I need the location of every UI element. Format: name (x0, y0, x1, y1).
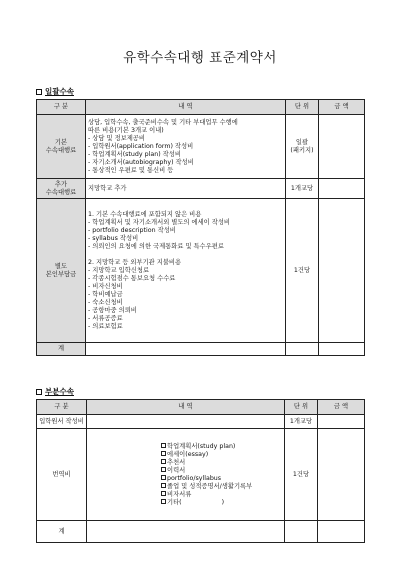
checkbox-item[interactable]: portfolio/syllabus (161, 475, 282, 483)
total-unit-cell (286, 343, 319, 356)
checkbox-item[interactable]: 에세이(essay) (161, 451, 282, 459)
checkbox-icon[interactable] (161, 459, 166, 464)
document-title: 유학수속대행 표준계약서 (123, 50, 277, 66)
header-details: 내 역 (86, 100, 286, 115)
details-cell (87, 415, 285, 429)
details-cell: 지망학교 추가 (86, 179, 286, 199)
table-header-row (37, 100, 365, 115)
unit-cell: 1개교당 (286, 179, 319, 199)
category-cell: 입학원서 작성비 (37, 415, 87, 429)
square-bullet-icon (36, 389, 42, 395)
total-details-cell (86, 343, 286, 356)
unit-cell: 1개교당 (285, 415, 318, 429)
checkbox-icon[interactable] (161, 443, 166, 448)
section-heading-partial: 부분수속 (36, 386, 74, 397)
checkbox-icon[interactable] (161, 483, 166, 488)
total-unit-cell (285, 521, 318, 543)
total-amount-cell[interactable] (319, 343, 365, 356)
header-category: 구 분 (37, 100, 86, 115)
table-total-row (37, 343, 365, 356)
unit-cell: 1건당 (285, 429, 318, 521)
section-heading-package: 일괄수속 (36, 86, 74, 97)
details-cell: 1. 기본 수속대행료에 포함되지 않은 비용 - 학업계획서 및 자기소개서외 별도의 에세이 작성비 - portfolio description 작성비 - syllabus 작성비 - 의뢰인의 요청에 의한 국제통화료 및 특수우편료 2. 지망학교 등 외부기관 지불비용 - 지망학교 입학신청료 - 각종시험점수 통보요청 수수료 - 비자신청비 - 학비예납금 - 숙소신청비 - 공항마중 의뢰비 - 서류공증료 - 의료보험료 (86, 199, 286, 343)
unit-cell: 1건당 (286, 199, 319, 343)
total-amount-cell[interactable] (318, 521, 365, 543)
header-category: 구 분 (37, 400, 87, 415)
table-row (37, 179, 365, 199)
table-row (37, 115, 365, 179)
checkbox-item[interactable]: 기타( ) (161, 499, 282, 507)
category-cell: 기본 수속대행료 (37, 115, 86, 179)
table-row (37, 415, 365, 429)
header-amount: 금 액 (319, 100, 365, 115)
checkbox-icon[interactable] (161, 475, 166, 480)
amount-cell[interactable] (318, 429, 365, 521)
checkbox-icon[interactable] (161, 467, 166, 472)
amount-cell[interactable] (319, 115, 365, 179)
table-row (37, 199, 365, 343)
table-row (37, 429, 365, 521)
header-amount: 금 액 (318, 400, 365, 415)
partial-fee-table (36, 399, 365, 543)
total-details-cell (87, 521, 285, 543)
category-cell: 별도 본인부담금 (37, 199, 86, 343)
checkbox-item[interactable]: 추천서 (161, 459, 282, 467)
checkbox-item[interactable]: 학업계획서(study plan) (161, 443, 282, 451)
total-label: 계 (37, 343, 86, 356)
details-cell (87, 429, 285, 521)
checkbox-icon[interactable] (161, 491, 166, 496)
package-fee-table (36, 99, 365, 356)
category-cell: 추가 수속대행료 (37, 179, 86, 199)
details-cell: 상담, 입학수속, 출국준비수속 및 기타 부대업무 수행에 따른 비용(기본 3개교 이내) - 상담 및 정보제공비 - 입학원서(application form) 작성비 - 학업계획서(study plan) 작성비 - 자기소개서(autobiography) 작성비 - 통상적인 우편료 및 통신비 등 (86, 115, 286, 179)
amount-cell[interactable] (319, 199, 365, 343)
square-bullet-icon (36, 89, 42, 95)
total-label: 계 (37, 521, 87, 543)
checkbox-item[interactable]: 이력서 (161, 467, 282, 475)
category-cell: 번역비 (37, 429, 87, 521)
checkbox-item[interactable]: 비자서류 (161, 491, 282, 499)
header-details: 내 역 (87, 400, 285, 415)
amount-cell[interactable] (318, 415, 365, 429)
checkbox-item[interactable]: 졸업 및 성적증명서/생활기록부 (161, 483, 282, 491)
checkbox-icon[interactable] (161, 451, 166, 456)
table-total-row (37, 521, 365, 543)
header-unit: 단 위 (286, 100, 319, 115)
header-unit: 단 위 (285, 400, 318, 415)
unit-cell: 일괄 (패키지) (286, 115, 319, 179)
checkbox-icon[interactable] (161, 499, 166, 504)
table-header-row (37, 400, 365, 415)
amount-cell[interactable] (319, 179, 365, 199)
